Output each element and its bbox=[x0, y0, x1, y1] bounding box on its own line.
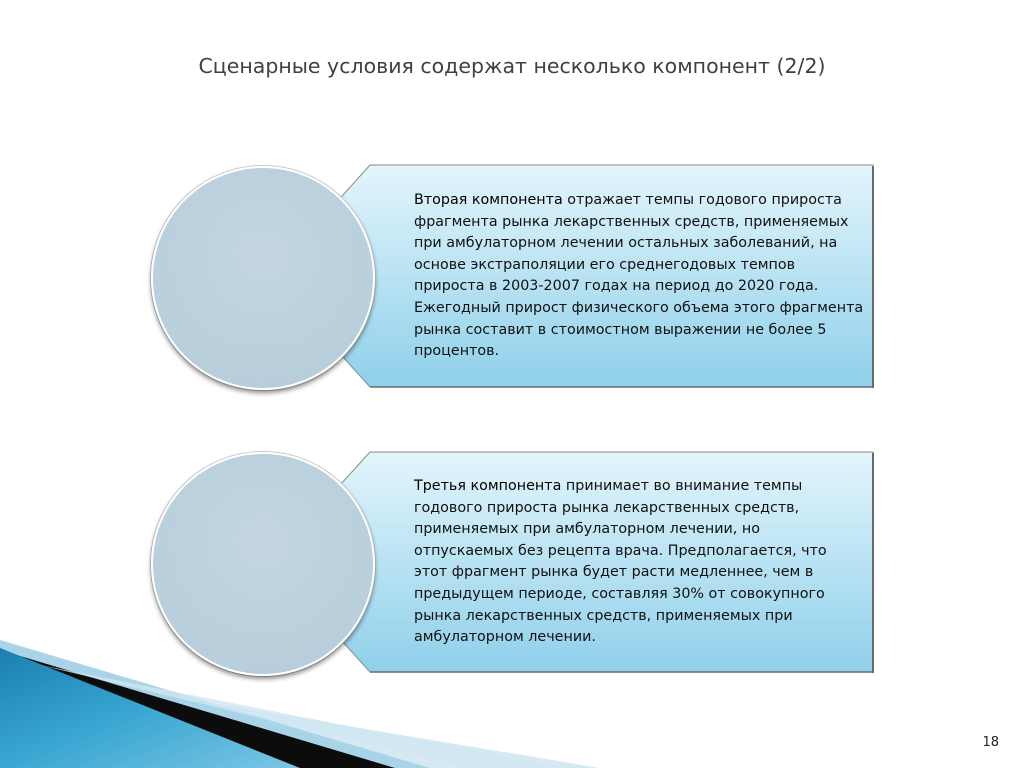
component-lead-1: Вторая компонента bbox=[414, 192, 563, 208]
page-number: 18 bbox=[982, 735, 999, 750]
component-lead-2: Третья компонента bbox=[414, 478, 562, 494]
component-body-1: отражает темпы годового прироста фрагмента рынка лекарственных средств, применяемых при амбулаторном лечении остальных заболеваний, на основе экстраполяции его среднегодовых темпов прироста в 2003-2007 годах на период до 2020 года. Ежегодный прирост физического объема этого фрагмента рынка составит в стоимостном выражении не более 5 процентов. bbox=[414, 192, 864, 360]
component-text-2 bbox=[414, 476, 844, 649]
component-text-1 bbox=[414, 190, 864, 363]
component-circle-1 bbox=[151, 166, 375, 390]
slide-title: Сценарные условия содержат несколько компонент (2/2) bbox=[198, 54, 826, 78]
component-body-2: принимает во внимание темпы годового прироста рынка лекарственных средств, применяемых при амбулаторном лечении, но отпускаемых без рецепта врача. Предполагается, что этот фрагмент рынка будет расти медленнее, чем в предыдущем периоде, составляя 30% от совокупного рынка лекарственных средств, применяемых при амбулаторном лечении. bbox=[414, 478, 827, 646]
component-circle-2 bbox=[151, 452, 375, 676]
